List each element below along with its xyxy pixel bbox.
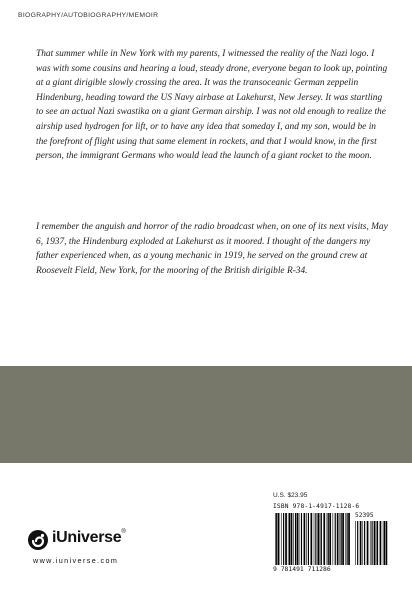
barcode-bar xyxy=(299,513,300,565)
barcode-bar xyxy=(386,521,388,565)
decorative-band xyxy=(0,366,412,463)
addon-barcode-bars xyxy=(355,521,389,565)
barcode-bar xyxy=(317,513,319,565)
publisher-url: www.iuniverse.com xyxy=(33,556,119,565)
barcode-bar xyxy=(340,513,341,565)
publisher-logo xyxy=(27,526,157,574)
barcode-bar xyxy=(329,513,331,565)
barcode-bar xyxy=(315,513,316,565)
barcode-bar xyxy=(327,513,328,565)
barcode-bar xyxy=(304,513,306,565)
barcode-bar xyxy=(306,513,307,565)
iuniverse-swirl-icon xyxy=(27,529,49,551)
barcode-bar xyxy=(301,513,302,565)
barcode-bar xyxy=(355,521,356,565)
barcode-bar xyxy=(367,521,369,565)
registered-mark: ® xyxy=(121,529,126,535)
excerpt-paragraph-1: That summer while in New York with my parents, I witnessed the reality of the Nazi logo. I was with some cousins and hearing a loud, steady drone, everyone began to look up, pointing at a giant dirigible slowly crossing the area. It was the transoceanic German zeppelin Hindenburg, heading toward the US Navy airbase at Lakehurst, New Jersey. It was startling to see an actual Nazi swastika on a giant German airship. I was not old enough to realize the airship used hydrogen for lift, or to have any idea that someday I, and my son, would be in the forefront of flight using that same element in rockets, and that I would know, in the first person, the immigrant Germans who would lead the launch of a giant rocket to the moon. xyxy=(36,49,388,162)
barcode-bar xyxy=(311,513,313,565)
excerpt-paragraph-2: I remember the anguish and horror of the radio broadcast when, on one of its next visits, May 6, 1937, the Hindenburg exploded at Lakehurst as it moored. I thought of the dangers my father experienced when, as a young mechanic in 1919, he served on the ground crew at Roosevelt Field, New York, for the mooring of the British dirigible R-34. xyxy=(36,222,388,276)
isbn-label: ISBN 978-1-4917-1128-6 xyxy=(273,503,360,510)
barcode-bar xyxy=(295,513,296,565)
barcode-bar xyxy=(323,513,325,565)
category-label: BIOGRAPHY/AUTOBIOGRAPHY/MEMOIR xyxy=(18,12,159,19)
barcode-bar xyxy=(372,521,373,565)
barcode-bar xyxy=(364,521,365,565)
barcode-bar xyxy=(278,513,280,565)
barcode-bar xyxy=(320,513,321,565)
barcode-bar xyxy=(357,521,358,565)
price-addon-number: 52395 xyxy=(355,512,374,519)
barcode-number: 9 781491 711286 xyxy=(273,565,331,573)
barcode-bar xyxy=(289,513,290,565)
barcode-bar xyxy=(377,521,378,565)
barcode-bar xyxy=(276,513,277,565)
barcode-bar xyxy=(337,513,339,565)
barcode-bar xyxy=(328,513,329,565)
barcode-bar xyxy=(288,513,289,565)
barcode-bar xyxy=(341,513,342,565)
barcode-bar xyxy=(360,521,362,565)
barcode-bar xyxy=(380,521,382,565)
barcode-bar xyxy=(281,513,282,565)
barcode-bar xyxy=(347,513,348,565)
barcode-bar xyxy=(342,513,344,565)
barcode-bar xyxy=(333,513,334,565)
barcode-bar xyxy=(362,521,363,565)
barcode-bar xyxy=(384,521,385,565)
barcode-bar xyxy=(345,513,346,565)
barcode-bar xyxy=(348,513,350,565)
barcode-bar xyxy=(308,513,309,565)
barcode-bar xyxy=(370,521,371,565)
publisher-name-text: iUniverse xyxy=(52,529,122,546)
barcode-bar xyxy=(275,513,276,565)
barcode-bar xyxy=(293,513,294,565)
barcode-bar xyxy=(285,513,287,565)
publisher-name xyxy=(52,529,125,547)
barcode-bar xyxy=(376,521,377,565)
isbn-barcode xyxy=(273,503,393,575)
price-label: U.S. $23.95 xyxy=(273,492,308,499)
barcode-bar xyxy=(314,513,315,565)
barcode-bar xyxy=(374,521,376,565)
barcode-bar xyxy=(297,513,299,565)
barcode-bar xyxy=(291,513,293,565)
barcode-bars xyxy=(275,513,351,565)
barcode-bar xyxy=(283,513,284,565)
barcode-bar xyxy=(335,513,336,565)
barcode-bar xyxy=(383,521,384,565)
barcode-bar xyxy=(321,513,322,565)
